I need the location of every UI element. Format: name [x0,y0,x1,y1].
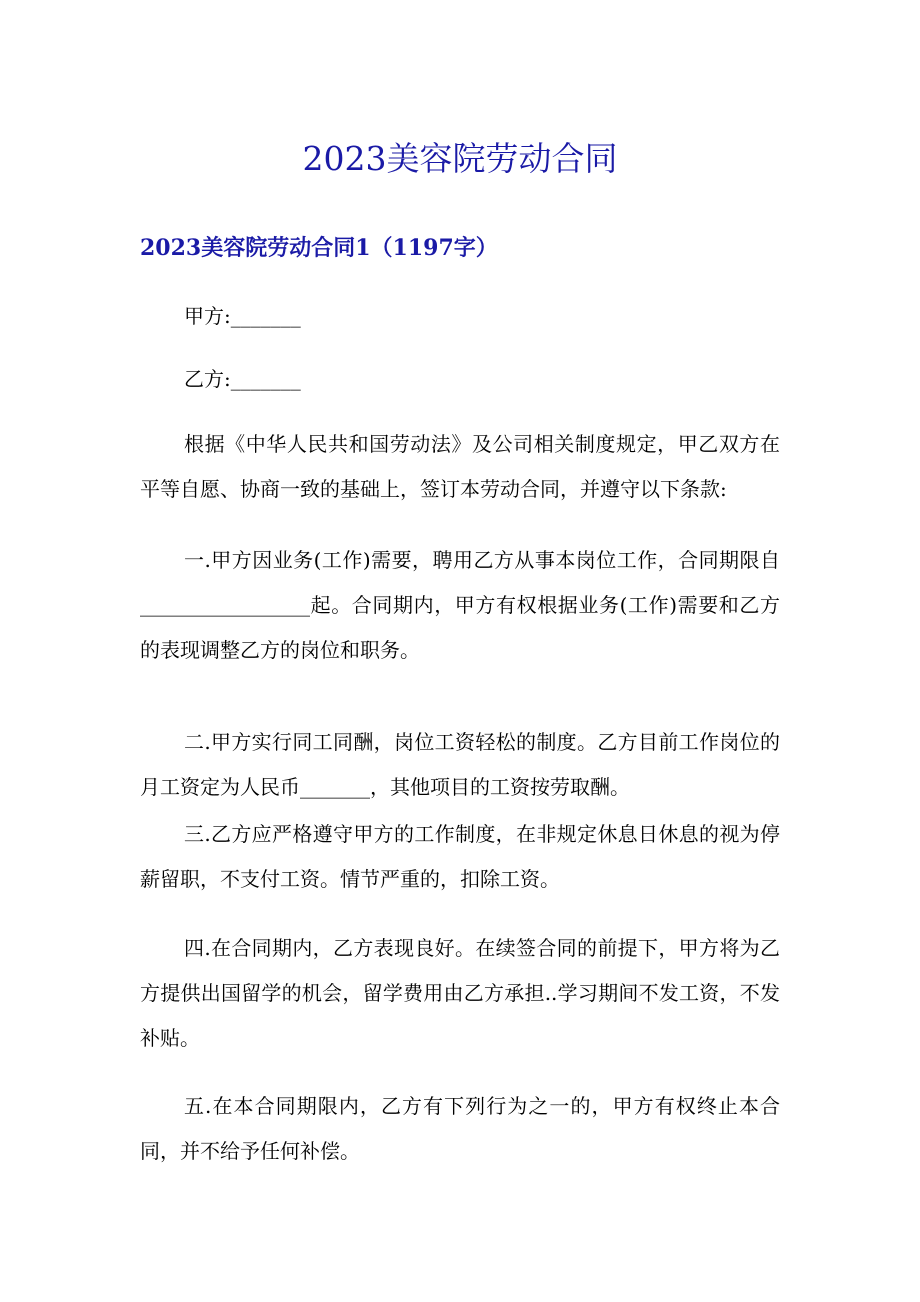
document-title: 2023美容院劳动合同 [302,139,618,178]
article-5-paragraph: 五.在本合同期限内，乙方有下列行为之一的，甲方有权终止本合同，并不给予任何补偿。 [140,1094,780,1163]
article-3-paragraph: 三.乙方应严格遵守甲方的工作制度，在非规定休息日休息的视为停薪留职，不支付工资。情节严重的，扣除工资。 [140,822,780,891]
party-b-line: 乙方:_______ [184,367,301,391]
article-2-paragraph: 二.甲方实行同工同酬，岗位工资轻松的制度。乙方目前工作岗位的月工资定为人民币_______，其他项目的工资按劳取酬。 [140,730,780,799]
article-4-paragraph: 四.在合同期内，乙方表现良好。在续签合同的前提下，甲方将为乙方提供出国留学的机会，留学费用由乙方承担..学习期间不发工资，不发补贴。 [140,936,780,1050]
section-heading: 2023美容院劳动合同1（1197字） [140,235,498,261]
intro-paragraph: 根据《中华人民共和国劳动法》及公司相关制度规定，甲乙双方在平等自愿、协商一致的基础上，签订本劳动合同，并遵守以下条款: [140,432,780,501]
article-1-paragraph: 一.甲方因业务(工作)需要，聘用乙方从事本岗位工作，合同期限自_________________起。合同期内，甲方有权根据业务(工作)需要和乙方的表现调整乙方的岗位和职务。 [140,548,780,662]
party-a-line: 甲方:_______ [184,304,301,328]
